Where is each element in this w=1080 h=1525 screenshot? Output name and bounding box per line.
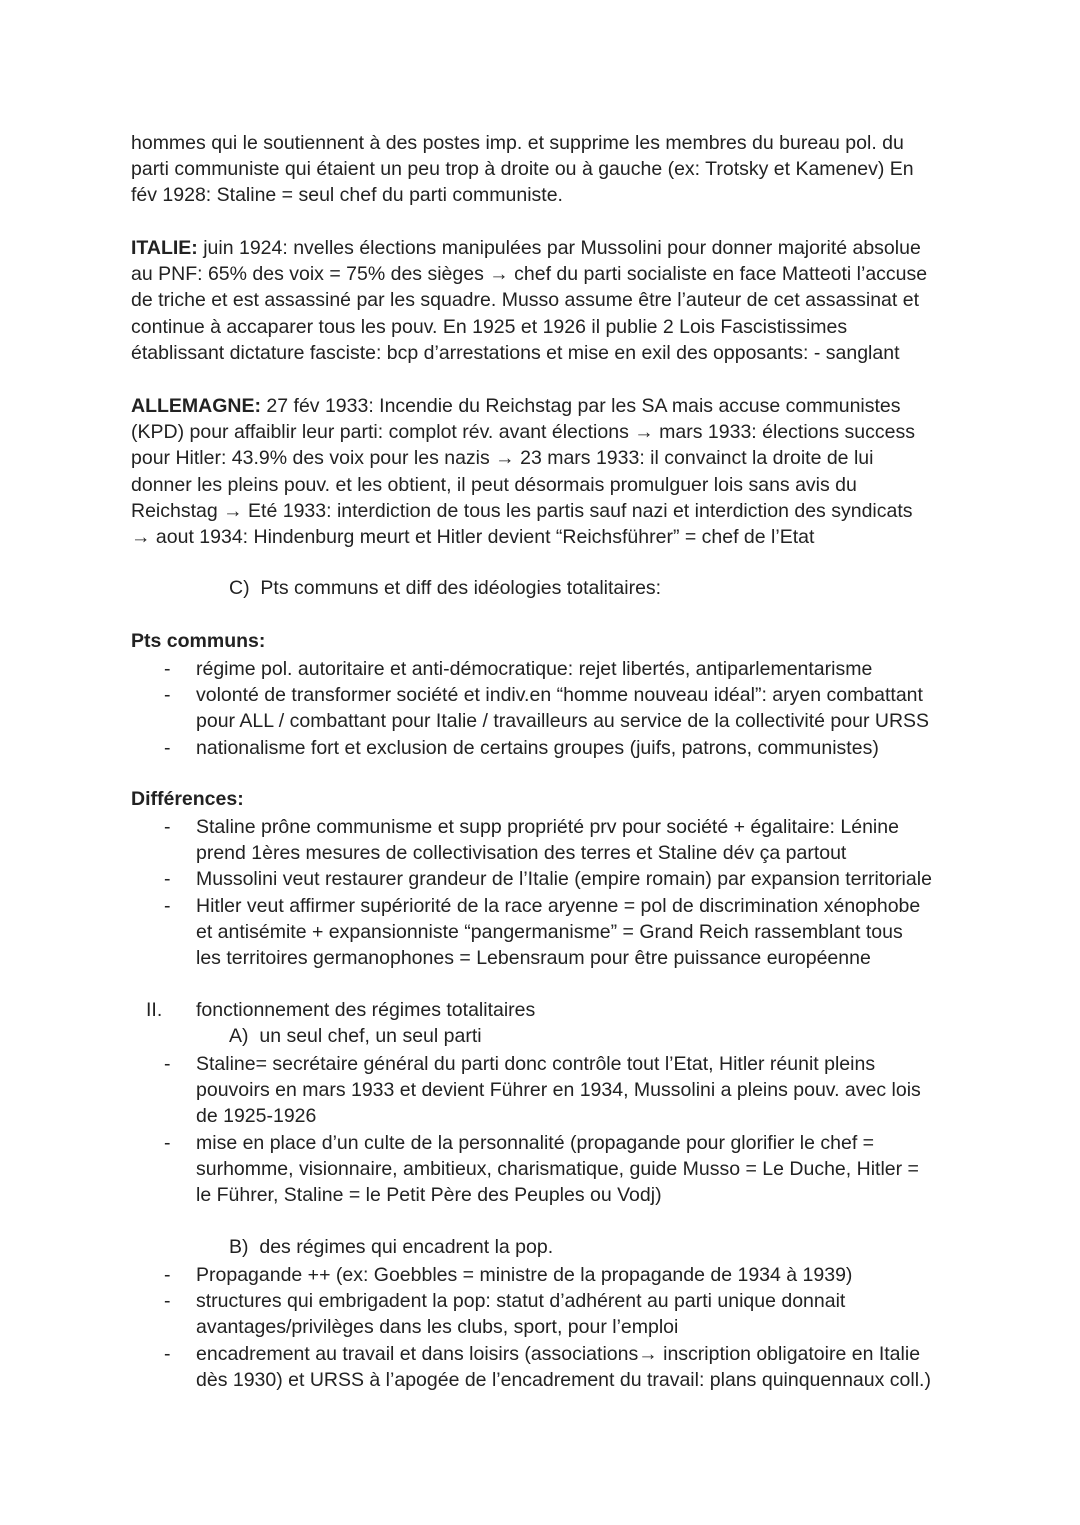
list-item-line: le Führer, Staline = le Petit Père des Peuples ou Vodj) bbox=[196, 1184, 662, 1207]
list-item-line: de 1925-1926 bbox=[196, 1105, 317, 1128]
section-ii-b-title: des régimes qui encadrent la pop. bbox=[259, 1236, 554, 1258]
section-c-title: Pts communs et diff des idéologies totalitaires: bbox=[260, 577, 662, 599]
allemagne-line: (KPD) pour affaiblir leur parti: complot rév. avant élections → mars 1933: élections success bbox=[131, 421, 915, 444]
section-ii-a-title: un seul chef, un seul parti bbox=[259, 1025, 482, 1047]
intro-line: parti communiste qui étaient un peu trop à droite ou à gauche (ex: Trotsky et Kamenev) En bbox=[131, 158, 914, 181]
pts-communs-list bbox=[164, 656, 984, 761]
list-item-line: les territoires germanophones = Lebensraum pour être puissance européenne bbox=[196, 947, 871, 970]
bullet-dash: - bbox=[164, 816, 171, 838]
list-item-line: structures qui embrigadent la pop: statut d’adhérent au parti unique donnait bbox=[196, 1290, 846, 1313]
list-item-line: surhomme, visionnaire, ambitieux, charismatique, guide Musso = Le Duche, Hitler = bbox=[196, 1157, 919, 1180]
list-item bbox=[164, 1130, 984, 1209]
list-item-line: dès 1930) et URSS à l’apogée de l’encadrement du travail: plans quinquennaux coll.) bbox=[196, 1368, 931, 1391]
section-ii-marker: II. bbox=[146, 999, 163, 1021]
allemagne-line: Reichstag → Eté 1933: interdiction de tous les partis sauf nazi et interdiction des syndicats bbox=[131, 499, 913, 522]
list-item-line: pour ALL / combattant pour Italie / travailleurs au service de la collectivité pour URSS bbox=[196, 710, 930, 733]
pts-communs-heading: Pts communs: bbox=[131, 630, 266, 652]
list-item-line: Staline prône communisme et supp propriété prv pour société + égalitaire: Lénine bbox=[196, 816, 899, 838]
allemagne-line: donner les pleins pouv. et les obtient, il peut désormais promulguer lois sans avis du bbox=[131, 473, 857, 496]
differences-heading: Différences: bbox=[131, 788, 244, 810]
bullet-dash: - bbox=[164, 868, 171, 891]
list-item-line: volonté de transformer société et indiv.en “homme nouveau idéal”: aryen combattant bbox=[196, 684, 923, 707]
italie-first-line bbox=[131, 235, 971, 261]
section-c-heading bbox=[229, 577, 661, 600]
list-item-line: régime pol. autoritaire et anti-démocratique: rejet libertés, antiparlementarisme bbox=[196, 658, 873, 680]
allemagne-label: ALLEMAGNE: bbox=[131, 395, 261, 417]
section-c-marker: C) bbox=[229, 577, 250, 599]
bullet-dash: - bbox=[164, 684, 171, 707]
bullet-dash: - bbox=[164, 1264, 171, 1286]
list-item bbox=[164, 656, 984, 682]
list-item bbox=[164, 1341, 984, 1393]
section-ii-a-marker: A) bbox=[229, 1025, 249, 1047]
italie-line: de triche et est assassiné par les squadre. Musso assume être l’auteur de cet assassinat et bbox=[131, 289, 919, 312]
section-ii-b-list bbox=[164, 1262, 984, 1393]
bullet-dash: - bbox=[164, 1131, 171, 1154]
list-item-line: Propagande ++ (ex: Goebbles = ministre de la propagande de 1934 à 1939) bbox=[196, 1264, 853, 1286]
allemagne-line: 27 fév 1933: Incendie du Reichstag par les SA mais accuse communistes bbox=[261, 395, 901, 417]
list-item-line: et antisémite + expansionniste “pangermanisme” = Grand Reich rassemblant tous bbox=[196, 920, 903, 943]
list-item bbox=[164, 893, 984, 972]
list-item bbox=[164, 814, 984, 866]
bullet-dash: - bbox=[164, 658, 171, 680]
bullet-dash: - bbox=[164, 736, 171, 759]
italie-line: établissant dictature fasciste: bcp d’arrestations et mise en exil des opposants: - sanglant bbox=[131, 341, 900, 364]
intro-paragraph bbox=[131, 130, 971, 209]
italie-line: au PNF: 65% des voix = 75% des sièges → chef du parti socialiste en face Matteoti l’accuse bbox=[131, 263, 928, 286]
list-item bbox=[164, 1051, 984, 1130]
intro-line: fév 1928: Staline = seul chef du parti communiste. bbox=[131, 184, 563, 207]
italie-label: ITALIE: bbox=[131, 237, 198, 259]
list-item bbox=[164, 1262, 984, 1288]
italie-line: juin 1924: nvelles élections manipulées par Mussolini pour donner majorité absolue bbox=[197, 237, 921, 259]
bullet-dash: - bbox=[164, 1342, 171, 1365]
list-item bbox=[164, 1288, 984, 1340]
list-item-line: nationalisme fort et exclusion de certains groupes (juifs, patrons, communistes) bbox=[196, 736, 879, 759]
allemagne-line: → aout 1934: Hindenburg meurt et Hitler devient “Reichsführer” = chef de l’Etat bbox=[131, 526, 815, 549]
italie-paragraph bbox=[131, 235, 971, 366]
list-item bbox=[164, 682, 984, 734]
list-item-line: pouvoirs en mars 1933 et devient Führer en 1934, Mussolini a pleins pouv. avec lois bbox=[196, 1079, 921, 1102]
list-item bbox=[164, 866, 984, 892]
list-item-line: Hitler veut affirmer supériorité de la race aryenne = pol de discrimination xénophobe bbox=[196, 894, 921, 917]
section-ii-b-heading bbox=[229, 1236, 553, 1259]
section-ii-b-marker: B) bbox=[229, 1236, 249, 1258]
intro-line: hommes qui le soutiennent à des postes imp. et supprime les membres du bureau pol. du bbox=[131, 132, 904, 154]
bullet-dash: - bbox=[164, 1053, 171, 1075]
list-item-line: encadrement au travail et dans loisirs (associations→ inscription obligatoire en Italie bbox=[196, 1342, 921, 1365]
list-item-line: prend 1ères mesures de collectivisation des terres et Staline dév ça partout bbox=[196, 842, 847, 865]
list-item-line: mise en place d’un culte de la personnalité (propagande pour glorifier le chef = bbox=[196, 1131, 875, 1154]
list-item bbox=[164, 735, 984, 761]
list-item-line: avantages/privilèges dans les clubs, sport, pour l’emploi bbox=[196, 1316, 679, 1339]
section-ii-a-heading bbox=[229, 1025, 482, 1048]
list-item-line: Staline= secrétaire général du parti donc contrôle tout l’Etat, Hitler réunit pleins bbox=[196, 1053, 876, 1075]
italie-line: continue à accaparer tous les pouv. En 1925 et 1926 il publie 2 Lois Fascistissimes bbox=[131, 315, 848, 338]
bullet-dash: - bbox=[164, 894, 171, 917]
allemagne-paragraph bbox=[131, 393, 971, 550]
section-ii-title: fonctionnement des régimes totalitaires bbox=[196, 999, 536, 1021]
differences-list bbox=[164, 814, 984, 971]
bullet-dash: - bbox=[164, 1290, 171, 1313]
list-item-line: Mussolini veut restaurer grandeur de l’Italie (empire romain) par expansion territoriale bbox=[196, 868, 932, 891]
allemagne-line: pour Hitler: 43.9% des voix pour les nazis → 23 mars 1933: il convainct la droite de lui bbox=[131, 447, 874, 470]
allemagne-first-line bbox=[131, 393, 971, 419]
section-ii-a-list bbox=[164, 1051, 984, 1208]
